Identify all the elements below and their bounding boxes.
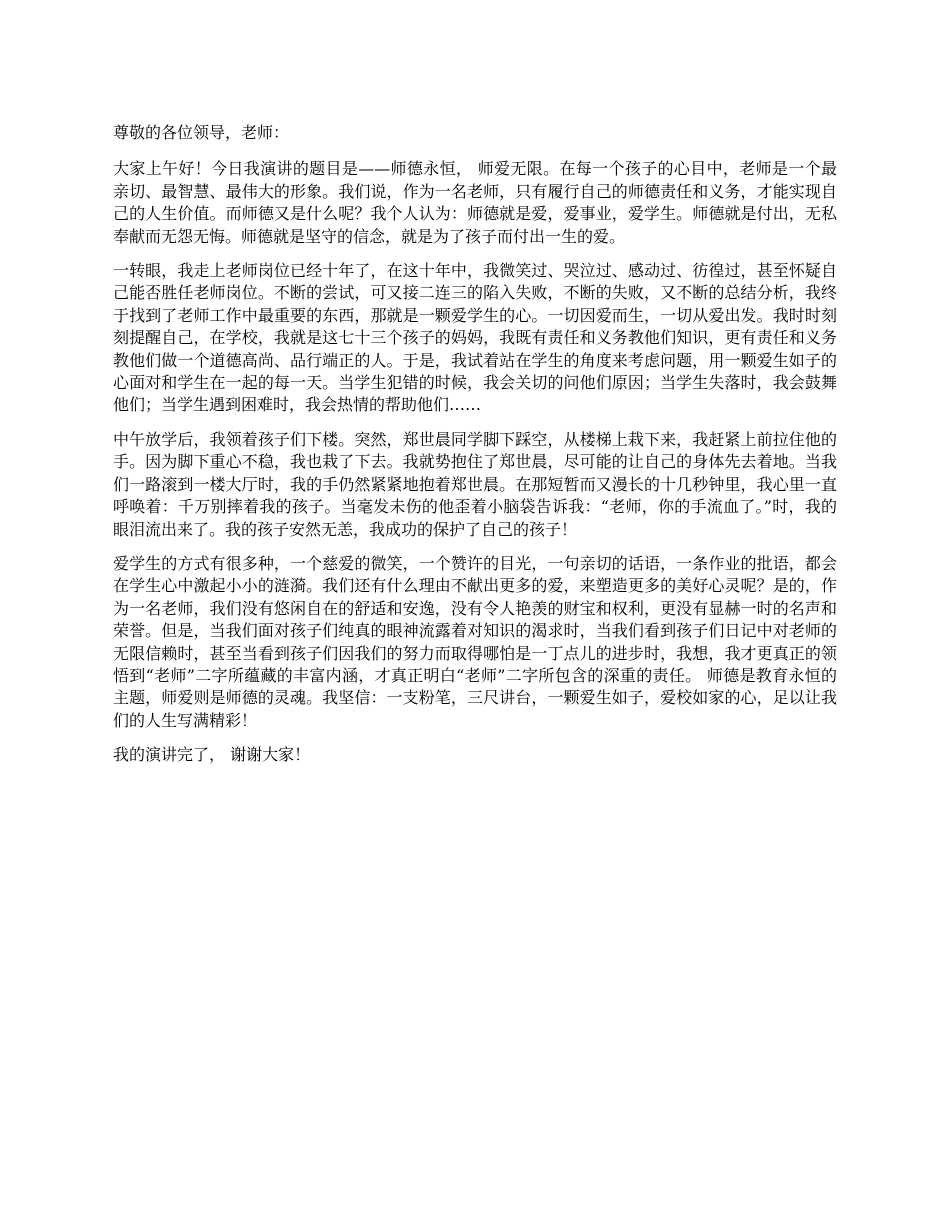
closing-line: 我的演讲完了， 谢谢大家！ [113, 745, 311, 765]
greeting-line: 尊敬的各位领导，老师： [113, 123, 290, 142]
paragraph-ten-years: 一转眼，我走上老师岗位已经十年了，在这十年中，我微笑过、哭泣过、感动过、彷徨过，甚至怀疑自己能否胜任老师岗位。不断的尝试，可又接二连三的陷入失败，不断的失败，又不断的总结分析，我终于找到了老师工作中最重要的东西，那就是一颗爱学生的心。一切因爱而生，一切从爱出发。我时时刻刻提醒自己，在学校，我就是这七十三个孩子的妈妈，我既有责任和义务教他们知识，更有责任和义务教他们做一个道德高尚、品行端正的人。于是，我试着站在学生的角度来考虑问题，用一颗爱生如子的心面对和学生在一起的每一天。当学生犯错的时候，我会关切的问他们原因；当学生失落时，我会鼓舞他们；当学生遇到困难时，我会热情的帮助他们…… [113, 261, 837, 415]
paragraph-stairs-story: 中午放学后，我领着孩子们下楼。突然，郑世晨同学脚下踩空，从楼梯上栽下来，我赶紧上前拉住他的手。因为脚下重心不稳，我也栽了下去。我就势抱住了郑世晨，尽可能的让自己的身体先去着地。当我们一路滚到一楼大厅时，我的手仍然紧紧地抱着郑世晨。在那短暂而又漫长的十几秒钟里，我心里一直呼唤着：千万别摔着我的孩子。当毫发未伤的他歪着小脑袋告诉我：“老师，你的手流血了。”时，我的眼泪流出来了。我的孩子安然无恙，我成功的保护了自己的孩子！ [113, 429, 837, 539]
paragraph-opening: 大家上午好！今日我演讲的题目是——师德永恒， 师爱无限。在每一个孩子的心目中，老师是一个最亲切、最智慧、最伟大的形象。我们说，作为一名老师，只有履行自己的师德责任和义务，才能实现自己的人生价值。而师德又是什么呢？我个人认为：师德就是爱，爱事业，爱学生。师德就是付出，无私奉献而无怨无悔。师德就是坚守的信念，就是为了孩子而付出一生的爱。 [113, 159, 837, 246]
paragraph-ways-of-love: 爱学生的方式有很多种，一个慈爱的微笑，一个赞许的目光，一句亲切的话语，一条作业的批语，都会在学生心中激起小小的涟漪。我们还有什么理由不献出更多的爱，来塑造更多的美好心灵呢？是的，作为一名老师，我们没有悠闲自在的舒适和安逸，没有令人艳羡的财宝和权利，更没有显赫一时的名声和荣誉。但是，当我们面对孩子们纯真的眼神流露着对知识的渴求时，当我们看到孩子们日记中对老师的无限信赖时，甚至当看到孩子们因我们的努力而取得哪怕是一丁点儿的进步时，我想，我才更真正的领悟到“老师”二字所蕴藏的丰富内涵，才真正明白“老师”二字所包含的深重的责任。 师德是教育永恒的主题，师爱则是师德的灵魂。我坚信：一支粉笔，三尺讲台，一颗爱生如子，爱校如家的心，足以让我们的人生写满精彩！ [113, 553, 837, 730]
document-page [113, 122, 837, 779]
